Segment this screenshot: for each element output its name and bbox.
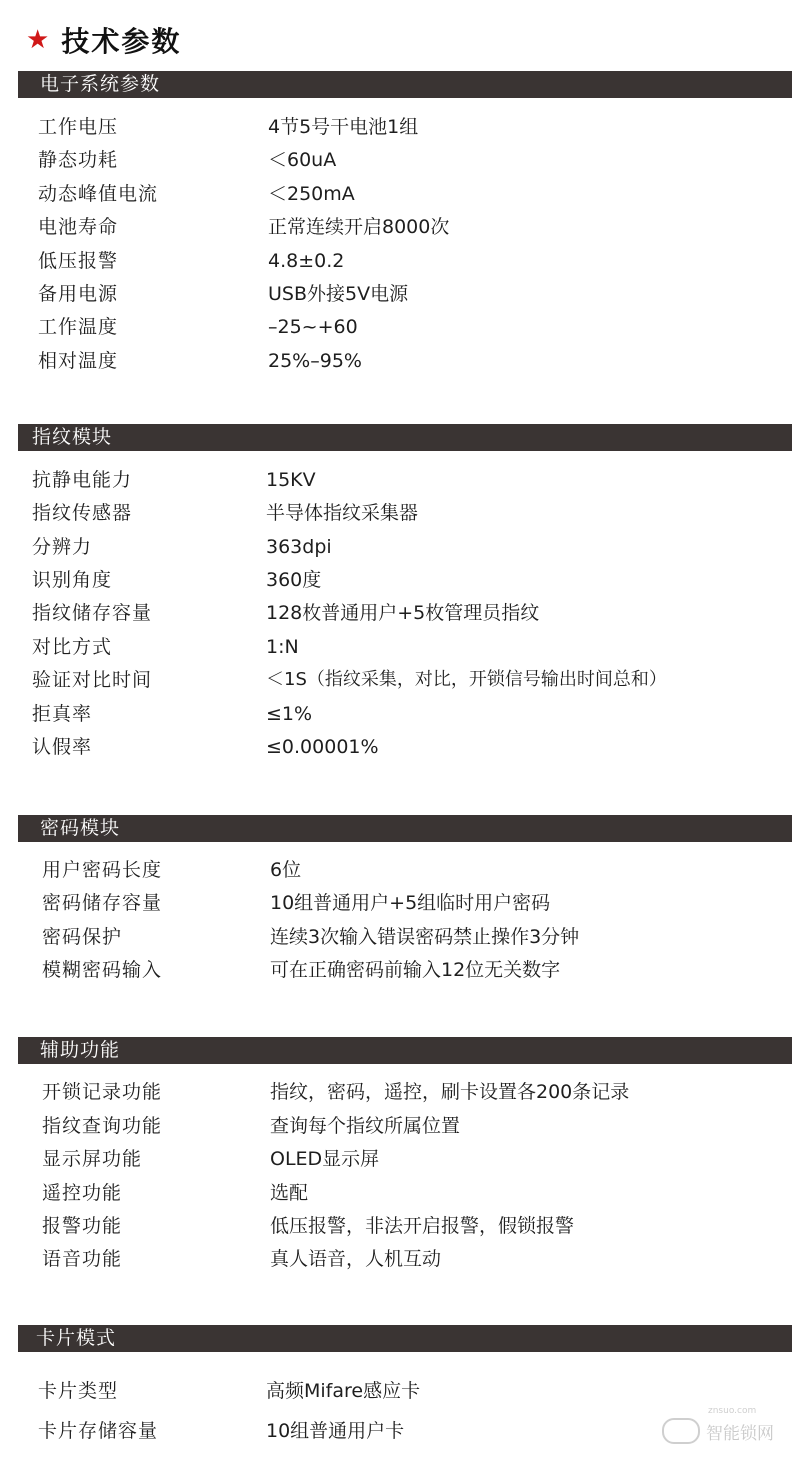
spec-label: 对比方式 xyxy=(32,636,113,658)
spec-value: 低压报警，非法开启报警，假锁报警 xyxy=(270,1215,575,1237)
section-header-label: 指纹模块 xyxy=(32,426,113,448)
spec-value: 正常连续开启8000次 xyxy=(268,216,450,238)
spec-value: 可在正确密码前输入12位无关数字 xyxy=(270,959,561,981)
spec-label: 开锁记录功能 xyxy=(42,1081,163,1103)
spec-row xyxy=(0,465,800,495)
spec-row xyxy=(0,632,800,662)
spec-value: 360度 xyxy=(266,569,322,591)
section-header-label: 卡片模式 xyxy=(36,1327,117,1349)
spec-row xyxy=(0,1376,800,1406)
spec-value: 4.8±0.2 xyxy=(268,250,345,272)
spec-value: 查询每个指纹所属位置 xyxy=(270,1115,461,1137)
watermark-text: 智能锁网 xyxy=(706,1423,774,1444)
section-header xyxy=(18,1325,792,1352)
spec-label: 工作电压 xyxy=(38,116,119,138)
spec-label: 分辨力 xyxy=(32,536,93,558)
spec-row xyxy=(0,1178,800,1208)
spec-value: 指纹，密码，遥控，刷卡设置各200条记录 xyxy=(270,1081,630,1103)
spec-row xyxy=(0,699,800,729)
spec-label: 工作温度 xyxy=(38,316,119,338)
section-header xyxy=(18,1037,792,1064)
spec-value: ＜1S（指纹采集，对比，开锁信号输出时间总和） xyxy=(266,669,667,690)
spec-label: 低压报警 xyxy=(38,250,119,272)
spec-label: 语音功能 xyxy=(42,1248,123,1270)
spec-value: 15KV xyxy=(266,469,316,491)
section-fingerprint xyxy=(0,424,800,451)
spec-row xyxy=(0,565,800,595)
spec-row xyxy=(0,1144,800,1174)
spec-value: ＜250mA xyxy=(268,183,355,205)
spec-value: 10组普通用户卡 xyxy=(266,1420,405,1442)
spec-row xyxy=(0,955,800,985)
spec-label: 遥控功能 xyxy=(42,1182,123,1204)
spec-value: 半导体指纹采集器 xyxy=(266,502,419,524)
spec-value: 1:N xyxy=(266,636,299,658)
spec-row xyxy=(0,1077,800,1107)
spec-label: 密码储存容量 xyxy=(42,892,163,914)
spec-value: 6位 xyxy=(270,859,302,881)
spec-row xyxy=(0,888,800,918)
section-header xyxy=(18,424,792,451)
spec-row xyxy=(0,498,800,528)
spec-row xyxy=(0,922,800,952)
spec-label: 指纹传感器 xyxy=(32,502,133,524)
spec-label: 动态峰值电流 xyxy=(38,183,159,205)
spec-label: 卡片类型 xyxy=(38,1380,119,1402)
section-header xyxy=(18,815,792,842)
spec-row xyxy=(0,1111,800,1141)
spec-label: 用户密码长度 xyxy=(42,859,163,881)
spec-label: 报警功能 xyxy=(42,1215,123,1237)
spec-value: 高频Mifare感应卡 xyxy=(266,1380,421,1402)
spec-row xyxy=(0,212,800,242)
section-header-label: 电子系统参数 xyxy=(40,73,161,95)
watermark-url: znsuo.com xyxy=(708,1406,757,1416)
spec-row xyxy=(0,665,800,695)
spec-value: –25~+60 xyxy=(268,316,358,338)
spec-row xyxy=(0,1211,800,1241)
spec-value: ≤0.00001% xyxy=(266,736,379,758)
section-electronic-system xyxy=(0,71,800,98)
spec-value: ＜60uA xyxy=(268,149,337,171)
spec-value: USB外接5V电源 xyxy=(268,283,409,305)
spec-label: 指纹查询功能 xyxy=(42,1115,163,1137)
spec-row xyxy=(0,279,800,309)
spec-label: 密码保护 xyxy=(42,926,123,948)
section-auxiliary xyxy=(0,1037,800,1064)
spec-row xyxy=(0,112,800,142)
spec-label: 模糊密码输入 xyxy=(42,959,163,981)
spec-label: 认假率 xyxy=(32,736,93,758)
spec-value: ≤1% xyxy=(266,703,313,725)
cloud-icon xyxy=(662,1418,700,1444)
spec-value: 真人语音，人机互动 xyxy=(270,1248,442,1270)
section-card xyxy=(0,1325,800,1352)
spec-value: 4节5号干电池1组 xyxy=(268,116,419,138)
spec-row xyxy=(0,732,800,762)
spec-value: OLED显示屏 xyxy=(270,1148,380,1170)
spec-label: 抗静电能力 xyxy=(32,469,133,491)
watermark xyxy=(662,1406,774,1444)
section-header-label: 辅助功能 xyxy=(40,1039,121,1061)
spec-value: 25%–95% xyxy=(268,350,362,372)
section-header xyxy=(18,71,792,98)
spec-row xyxy=(0,855,800,885)
spec-value: 10组普通用户+5组临时用户密码 xyxy=(270,892,551,914)
spec-value: 连续3次输入错误密码禁止操作3分钟 xyxy=(270,926,580,948)
spec-row xyxy=(0,598,800,628)
spec-label: 识别角度 xyxy=(32,569,113,591)
spec-row xyxy=(0,145,800,175)
spec-label: 验证对比时间 xyxy=(32,669,153,691)
spec-row xyxy=(0,312,800,342)
section-header-label: 密码模块 xyxy=(40,817,121,839)
page-title xyxy=(26,20,181,60)
spec-row xyxy=(0,246,800,276)
spec-value: 363dpi xyxy=(266,536,332,558)
spec-label: 指纹储存容量 xyxy=(32,602,153,624)
spec-label: 静态功耗 xyxy=(38,149,119,171)
spec-label: 相对温度 xyxy=(38,350,119,372)
spec-value: 128枚普通用户+5枚管理员指纹 xyxy=(266,602,540,624)
spec-row xyxy=(0,179,800,209)
spec-label: 电池寿命 xyxy=(38,216,119,238)
star-icon: ★ xyxy=(26,25,50,55)
spec-label: 卡片存储容量 xyxy=(38,1420,159,1442)
spec-row xyxy=(0,346,800,376)
section-password xyxy=(0,815,800,842)
spec-label: 备用电源 xyxy=(38,283,119,305)
spec-label: 显示屏功能 xyxy=(42,1148,143,1170)
spec-row xyxy=(0,532,800,562)
spec-row xyxy=(0,1244,800,1274)
spec-label: 拒真率 xyxy=(32,703,93,725)
page-title-text: 技术参数 xyxy=(61,25,182,58)
spec-value: 选配 xyxy=(270,1182,309,1204)
